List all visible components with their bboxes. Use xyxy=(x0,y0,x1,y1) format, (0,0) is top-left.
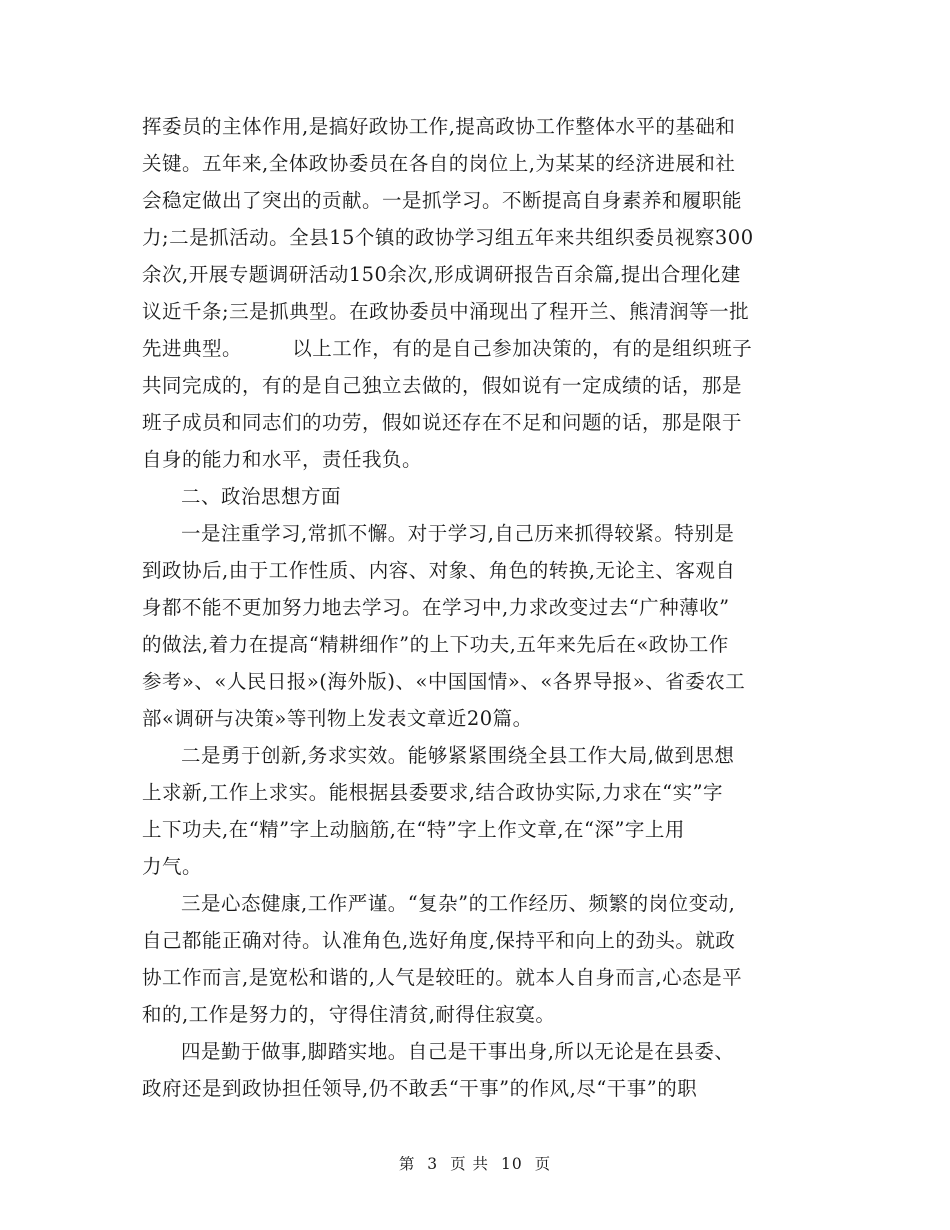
text-line: 部«调研与决策»等刊物上发表文章近20篇。 xyxy=(142,707,533,730)
text-line: 一是注重学习,常抓不懈。对于学习,自己历来抓得较紧。特别是 xyxy=(181,522,735,545)
text-line: 余次,开展专题调研活动150余次,形成调研报告百余篇,提出合理化建 xyxy=(142,263,741,286)
text-line: 力气。 xyxy=(142,855,203,878)
text-line: 的做法,着力在提高“精耕细作”的上下功夫,五年来先后在«政协工作 xyxy=(142,633,729,656)
text-line: 身都不能不更加努力地去学习。在学习中,力求改变过去“广种薄收” xyxy=(142,596,730,619)
text-line: 上求新,工作上求实。能根据县委要求,结合政协实际,力求在“实”字 xyxy=(142,781,724,804)
text-line: 四是勤于做事,脚踏实地。自己是干事出身,所以无论是在县委、 xyxy=(181,1040,735,1063)
footer-prefix: 第 xyxy=(398,1155,416,1173)
text-line: 自身的能力和水平，责任我负。 xyxy=(142,448,423,471)
text-line: 班子成员和同志们的功劳，假如说还存在不足和问题的话，那是限于 xyxy=(142,411,743,434)
text-line: 参考»、«人民日报»(海外版)、«中国国情»、«各界导报»、省委农工 xyxy=(142,670,746,693)
text-line: 上下功夫,在“精”字上动脑筋,在“特”字上作文章,在“深”字上用 xyxy=(142,818,685,841)
footer-current-page: 3 xyxy=(427,1155,439,1173)
footer-middle: 页 共 xyxy=(450,1155,490,1173)
text-line: 共同完成的，有的是自己独立去做的，假如说有一定成绩的话，那是 xyxy=(142,374,743,397)
text-line: 挥委员的主体作用,是搞好政协工作,提高政协工作整体水平的基础和 xyxy=(142,115,736,138)
text-line: 自己都能正确对待。认准角色,选好角度,保持平和向上的劲头。就政 xyxy=(142,929,736,952)
text-line: 先进典型。 以上工作，有的是自己参加决策的，有的是组织班子 xyxy=(142,337,753,360)
text-line: 协工作而言,是宽松和谐的,人气是较旺的。就本人自身而言,心态是平 xyxy=(142,966,743,989)
text-line: 二、政治思想方面 xyxy=(181,485,342,508)
page-footer xyxy=(0,1152,950,1174)
text-line: 关键。五年来,全体政协委员在各自的岗位上,为某某的经济进展和社 xyxy=(142,152,736,175)
text-line: 政府还是到政协担任领导,仍不敢丢“干事”的作风,尽“干事”的职 xyxy=(142,1077,698,1100)
text-line: 三是心态健康,工作严谨。“复杂”的工作经历、频繁的岗位变动, xyxy=(181,892,736,915)
footer-total-pages: 10 xyxy=(500,1155,523,1173)
text-line: 二是勇于创新,务求实效。能够紧紧围绕全县工作大局,做到思想 xyxy=(181,744,735,767)
footer-suffix: 页 xyxy=(534,1155,552,1173)
document-body xyxy=(142,108,810,1107)
text-line: 力;二是抓活动。全县15个镇的政协学习组五年来共组织委员视察300 xyxy=(142,226,754,249)
text-line: 到政协后,由于工作性质、内容、对象、角色的转换,无论主、客观自 xyxy=(142,559,736,582)
text-line: 会稳定做出了突出的贡献。一是抓学习。不断提高自身素养和履职能 xyxy=(142,189,743,212)
text-line: 和的,工作是努力的，守得住清贫,耐得住寂寞。 xyxy=(142,1003,556,1026)
text-line: 议近千条;三是抓典型。在政协委员中涌现出了程开兰、熊清润等一批 xyxy=(142,300,750,323)
